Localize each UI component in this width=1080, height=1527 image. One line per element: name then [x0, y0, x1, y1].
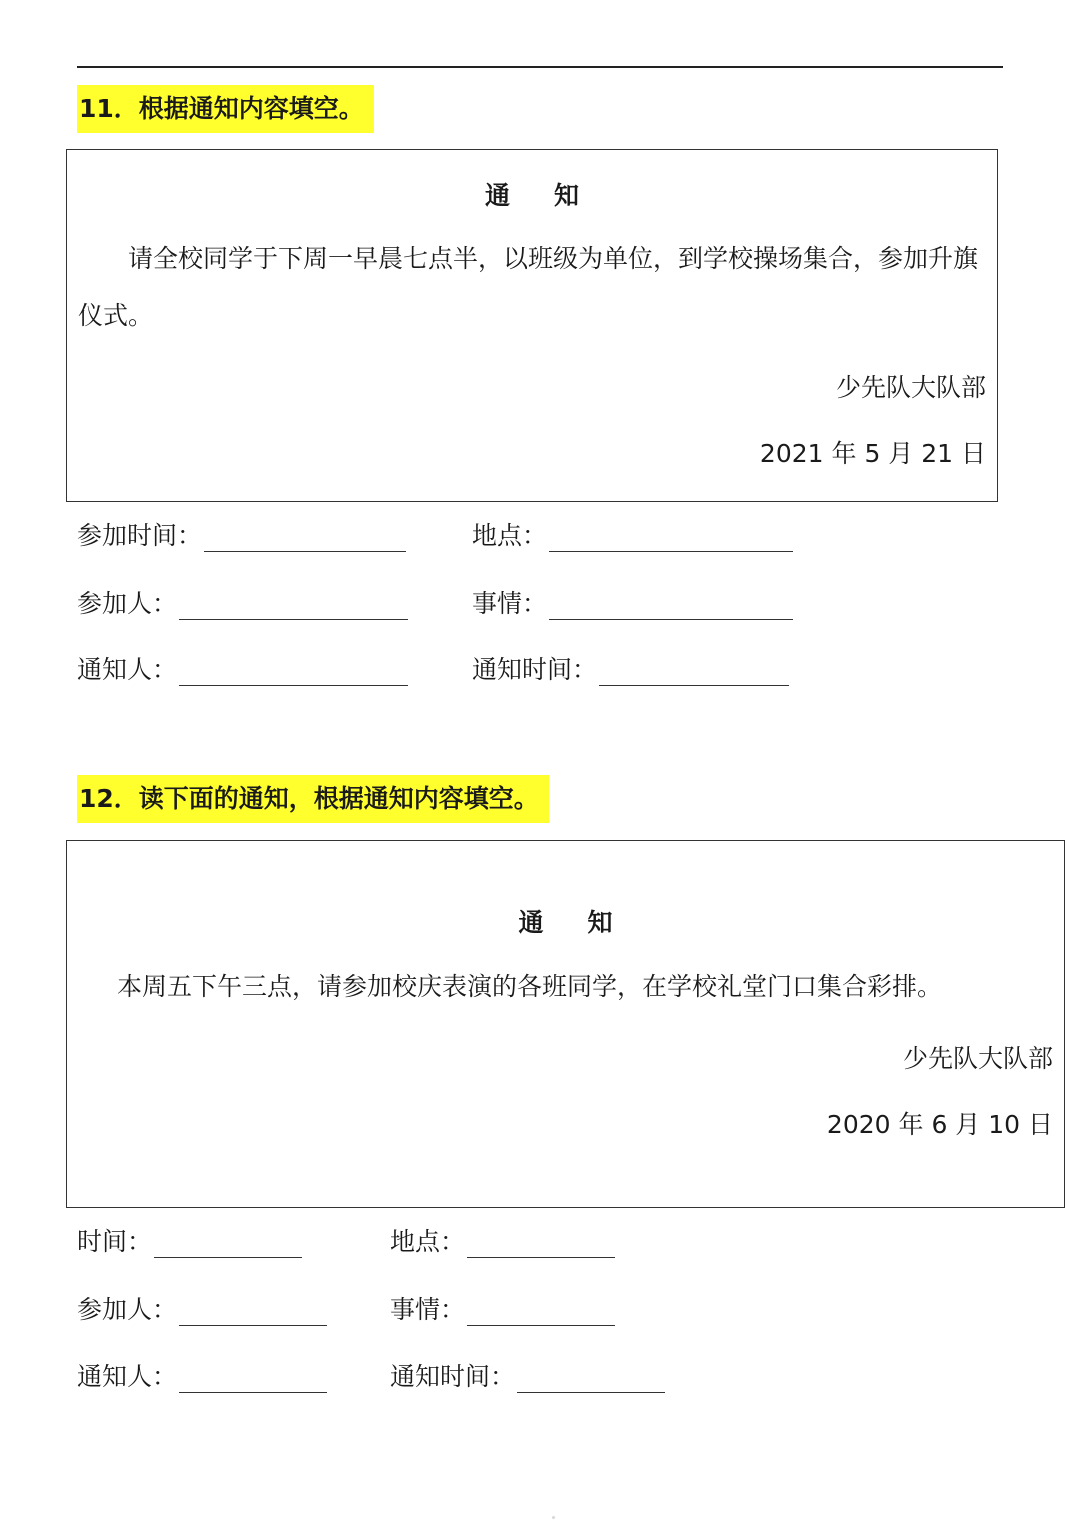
answer-blank[interactable] [549, 591, 793, 620]
notice-date-11: 2021 年 5 月 21 日 [759, 439, 986, 468]
notice-body-12: 本周五下午三点，请参加校庆表演的各班同学，在学校礼堂门口集合彩排。 [117, 972, 943, 1001]
answer-blank[interactable] [549, 523, 793, 552]
field-12-notice-time [390, 1353, 665, 1393]
notice-issuer-11: 少先队大队部 [835, 373, 986, 402]
field-label: 参加人： [77, 1295, 178, 1324]
field-12-participants [77, 1286, 327, 1326]
answer-blank[interactable] [599, 657, 789, 686]
field-label: 通知时间： [472, 655, 598, 684]
field-11-notifier [77, 646, 408, 686]
notice-heading-left: 通 [518, 908, 544, 937]
answer-blank[interactable] [179, 657, 408, 686]
field-11-matter [472, 580, 793, 620]
notice-heading-11 [67, 176, 997, 212]
field-label: 事情： [472, 589, 548, 618]
question-12-title: 12．读下面的通知，根据通知内容填空。 [77, 775, 549, 823]
answer-blank[interactable] [154, 1229, 302, 1258]
field-label: 地点： [472, 521, 548, 550]
answer-blank[interactable] [179, 1364, 327, 1393]
field-label: 事情： [390, 1295, 466, 1324]
answer-blank[interactable] [467, 1229, 615, 1258]
top-divider [77, 66, 1003, 68]
notice-issuer-12: 少先队大队部 [902, 1044, 1053, 1073]
answer-blank[interactable] [517, 1364, 665, 1393]
notice-heading-left: 通 [484, 181, 510, 210]
field-label: 时间： [77, 1227, 153, 1256]
notice-heading-12 [67, 903, 1064, 939]
answer-blank[interactable] [179, 591, 408, 620]
field-11-place [472, 512, 793, 552]
field-12-place [390, 1218, 615, 1258]
field-label: 参加时间： [77, 521, 203, 550]
field-12-notifier [77, 1353, 327, 1393]
field-label: 通知时间： [390, 1362, 516, 1391]
field-12-matter [390, 1286, 615, 1326]
field-11-notice-time [472, 646, 789, 686]
field-11-time [77, 512, 406, 552]
notice-date-12: 2020 年 6 月 10 日 [826, 1110, 1053, 1139]
notice-box-11 [66, 149, 998, 502]
field-label: 地点： [390, 1227, 466, 1256]
field-11-participants [77, 580, 408, 620]
answer-blank[interactable] [467, 1297, 615, 1326]
notice-heading-right: 知 [554, 181, 580, 210]
field-label: 通知人： [77, 1362, 178, 1391]
notice-heading-right: 知 [587, 908, 613, 937]
question-11-title: 11．根据通知内容填空。 [77, 85, 374, 133]
field-label: 参加人： [77, 589, 178, 618]
notice-body-11: 请全校同学于下周一早晨七点半，以班级为单位，到学校操场集合，参加升旗仪式。 [78, 244, 979, 330]
field-label: 通知人： [77, 655, 178, 684]
page-marker [552, 1516, 555, 1519]
notice-box-12 [66, 840, 1065, 1208]
field-12-time [77, 1218, 302, 1258]
answer-blank[interactable] [179, 1297, 327, 1326]
answer-blank[interactable] [204, 523, 406, 552]
